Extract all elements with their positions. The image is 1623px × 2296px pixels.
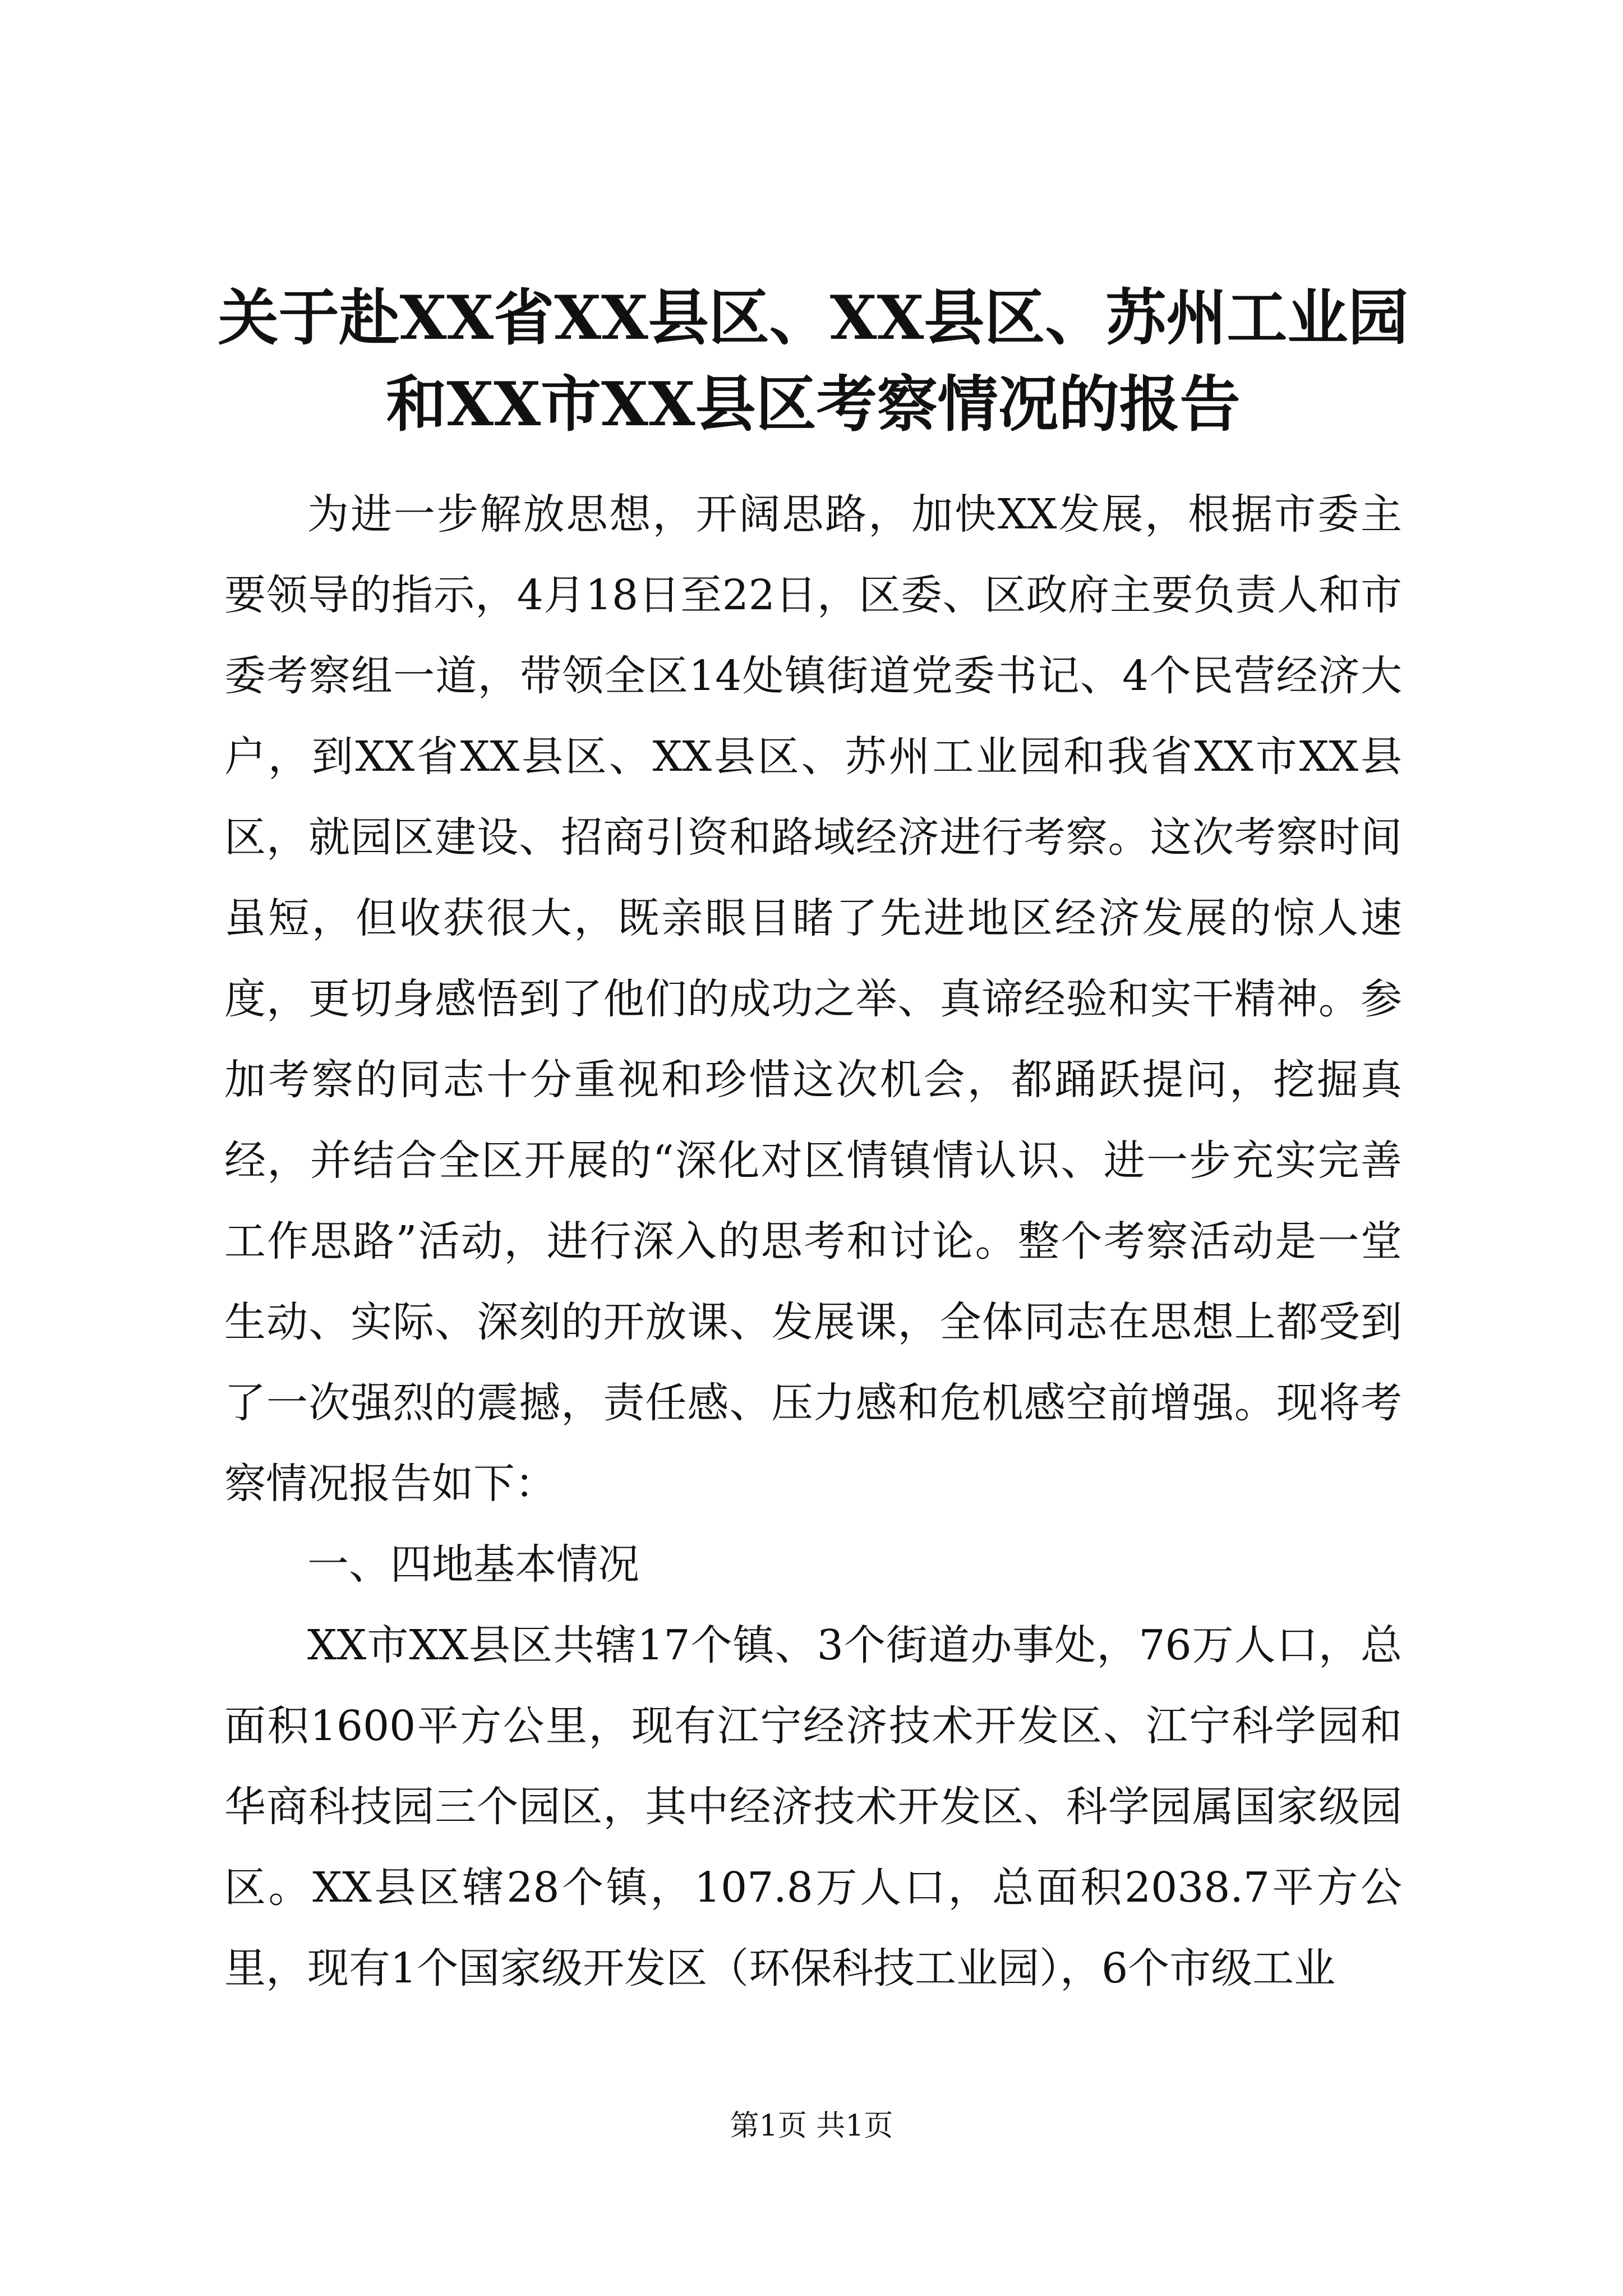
intro-paragraph: 为进一步解放思想，开阔思路，加快XX发展，根据市委主要领导的指示，4月18日至22日，区委、区政府主要负责人和市委考察组一道，带领全区14处镇街道党委书记、4个民营经济大户，到XX省XX县区、XX县区、苏州工业园和我省XX市XX县区，就园区建设、招商引资和路域经济进行考察。这次考察时间虽短，但收获很大，既亲眼目睹了先进地区经济发展的惊人速度，更切身感悟到了他们的成功之举、真谛经验和实干精神。参加考察的同志十分重视和珍惜这次机会，都踊跃提问，挖掘真经，并结合全区开展的“深化对区情镇情认识、进一步充实完善工作思路”活动，进行深入的思考和讨论。整个考察活动是一堂生动、实际、深刻的开放课、发展课，全体同志在思想上都受到了一次强烈的震撼，责任感、压力感和危机感空前增强。现将考察情况报告如下： — [224, 490, 1402, 1508]
section-paragraph: XX市XX县区共辖17个镇、3个街道办事处，76万人口，总面积1600平方公里，现有江宁经济技术开发区、江宁科学园和华商科技园三个园区，其中经济技术开发区、科学园属国家级园区。XX县区辖28个镇，107.8万人口，总面积2038.7平方公里，现有1个国家级开发区（环保科技工业园），6个市级工业 — [224, 1621, 1402, 1993]
document-body — [224, 474, 1402, 2009]
page-footer: 第1页 共1页 — [730, 2109, 893, 2143]
section-heading: 一、四地基本情况 — [307, 1540, 639, 1589]
title-line-1: 关于赴XX省XX县区、XX县区、苏州工业园 — [218, 283, 1409, 353]
title-line-2: 和XX市XX县区考察情况的报告 — [386, 369, 1241, 440]
document-title — [213, 275, 1413, 448]
